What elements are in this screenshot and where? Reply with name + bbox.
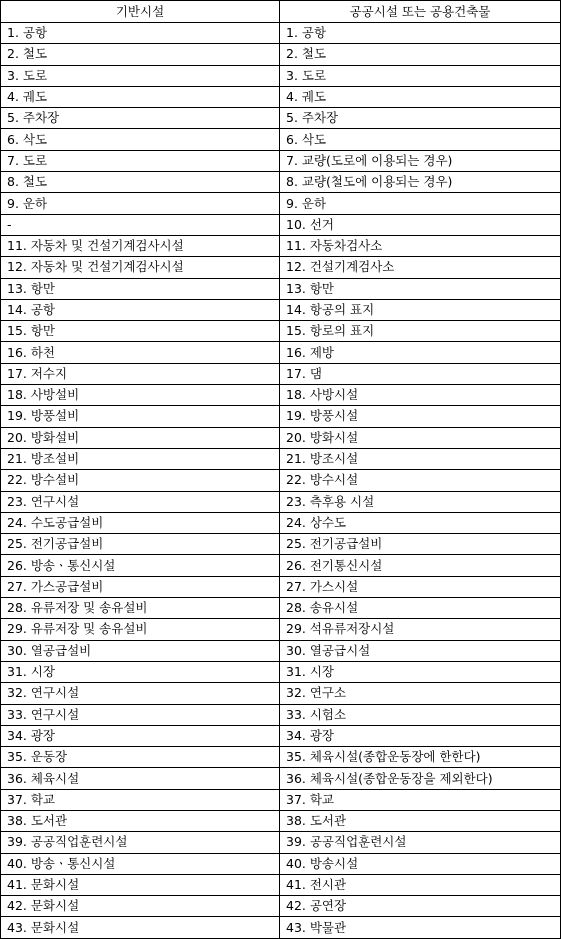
table-header: [1, 1, 561, 23]
table-row: [1, 86, 561, 107]
public-facility-cell: 29. 석유류저장시설: [280, 619, 561, 640]
public-facility-cell: 39. 공공직업훈련시설: [280, 832, 561, 853]
public-facility-cell: 7. 교량(도로에 이용되는 경우): [280, 150, 561, 171]
table-row: [1, 640, 561, 661]
infrastructure-cell: 29. 유류저장 및 송유설비: [1, 619, 280, 640]
table-row: [1, 576, 561, 597]
infrastructure-cell: 21. 방조설비: [1, 448, 280, 469]
public-facility-cell: 20. 방화시설: [280, 427, 561, 448]
infrastructure-cell: 3. 도로: [1, 65, 280, 86]
public-facility-cell: 11. 자동차검사소: [280, 235, 561, 256]
table-row: [1, 704, 561, 725]
public-facility-cell: 28. 송유시설: [280, 598, 561, 619]
infrastructure-cell: 35. 운동장: [1, 747, 280, 768]
public-facility-cell: 3. 도로: [280, 65, 561, 86]
public-facility-cell: 40. 방송시설: [280, 853, 561, 874]
table-row: [1, 768, 561, 789]
table-body: [1, 23, 561, 939]
table-row: [1, 810, 561, 831]
table-row: [1, 385, 561, 406]
public-facility-cell: 4. 궤도: [280, 86, 561, 107]
public-facility-cell: 8. 교량(철도에 이용되는 경우): [280, 172, 561, 193]
infrastructure-cell: 8. 철도: [1, 172, 280, 193]
infrastructure-cell: 22. 방수설비: [1, 470, 280, 491]
table-row: [1, 44, 561, 65]
infrastructure-cell: 1. 공항: [1, 23, 280, 44]
infrastructure-cell: 36. 체육시설: [1, 768, 280, 789]
public-facility-cell: 41. 전시관: [280, 874, 561, 895]
table-row: [1, 108, 561, 129]
infrastructure-cell: 14. 공항: [1, 299, 280, 320]
infrastructure-cell: 43. 문화시설: [1, 917, 280, 938]
infrastructure-cell: 2. 철도: [1, 44, 280, 65]
table-row: [1, 853, 561, 874]
public-facility-cell: 27. 가스시설: [280, 576, 561, 597]
infrastructure-cell: 7. 도로: [1, 150, 280, 171]
infrastructure-cell: 25. 전기공급설비: [1, 534, 280, 555]
table-row: [1, 235, 561, 256]
infrastructure-cell: 6. 삭도: [1, 129, 280, 150]
infrastructure-cell: 26. 방송ㆍ통신시설: [1, 555, 280, 576]
public-facility-cell: 13. 항만: [280, 278, 561, 299]
table-row: [1, 214, 561, 235]
table-row: [1, 363, 561, 384]
table-row: [1, 917, 561, 938]
public-facility-cell: 22. 방수시설: [280, 470, 561, 491]
infrastructure-cell: 5. 주차장: [1, 108, 280, 129]
table-row: [1, 661, 561, 682]
infrastructure-cell: 11. 자동차 및 건설기계검사시설: [1, 235, 280, 256]
public-facility-cell: 43. 박물관: [280, 917, 561, 938]
public-facility-cell: 34. 광장: [280, 725, 561, 746]
table-row: [1, 598, 561, 619]
infrastructure-cell: 33. 연구시설: [1, 704, 280, 725]
table-row: [1, 491, 561, 512]
table-row: [1, 832, 561, 853]
public-facility-cell: 10. 선거: [280, 214, 561, 235]
table-row: [1, 747, 561, 768]
infrastructure-cell: 16. 하천: [1, 342, 280, 363]
table-row: [1, 172, 561, 193]
table-row: [1, 129, 561, 150]
table-row: [1, 470, 561, 491]
infrastructure-cell: 41. 문화시설: [1, 874, 280, 895]
table-row: [1, 193, 561, 214]
table-row: [1, 874, 561, 895]
public-facility-cell: 30. 열공급시설: [280, 640, 561, 661]
infrastructure-cell: 27. 가스공급설비: [1, 576, 280, 597]
public-facility-cell: 18. 사방시설: [280, 385, 561, 406]
public-facility-cell: 5. 주차장: [280, 108, 561, 129]
infrastructure-cell: 18. 사방설비: [1, 385, 280, 406]
infrastructure-cell: 9. 운하: [1, 193, 280, 214]
infrastructure-cell: 17. 저수지: [1, 363, 280, 384]
public-facility-cell: 42. 공연장: [280, 896, 561, 917]
table-row: [1, 150, 561, 171]
infrastructure-cell: 38. 도서관: [1, 810, 280, 831]
public-facility-cell: 1. 공항: [280, 23, 561, 44]
public-facility-cell: 2. 철도: [280, 44, 561, 65]
infrastructure-cell: 40. 방송ㆍ통신시설: [1, 853, 280, 874]
header-row: [1, 1, 561, 23]
public-facility-cell: 35. 체육시설(종합운동장에 한한다): [280, 747, 561, 768]
public-facility-cell: 16. 제방: [280, 342, 561, 363]
public-facility-cell: 32. 연구소: [280, 683, 561, 704]
table-row: [1, 534, 561, 555]
infrastructure-cell: 37. 학교: [1, 789, 280, 810]
table-row: [1, 23, 561, 44]
table-row: [1, 555, 561, 576]
table-row: [1, 896, 561, 917]
public-facility-cell: 38. 도서관: [280, 810, 561, 831]
infrastructure-cell: 32. 연구시설: [1, 683, 280, 704]
table-row: [1, 65, 561, 86]
public-facility-cell: 36. 체육시설(종합운동장을 제외한다): [280, 768, 561, 789]
table-row: [1, 299, 561, 320]
infrastructure-cell: 34. 광장: [1, 725, 280, 746]
public-facility-cell: 14. 항공의 표지: [280, 299, 561, 320]
table-row: [1, 321, 561, 342]
table-row: [1, 619, 561, 640]
public-facility-cell: 9. 운하: [280, 193, 561, 214]
public-facility-cell: 37. 학교: [280, 789, 561, 810]
infrastructure-cell: 28. 유류저장 및 송유설비: [1, 598, 280, 619]
infrastructure-cell: 31. 시장: [1, 661, 280, 682]
infrastructure-cell: 4. 궤도: [1, 86, 280, 107]
public-facility-cell: 25. 전기공급설비: [280, 534, 561, 555]
public-facility-cell: 17. 댐: [280, 363, 561, 384]
table-row: [1, 725, 561, 746]
table-row: [1, 278, 561, 299]
infrastructure-cell: 42. 문화시설: [1, 896, 280, 917]
table-row: [1, 683, 561, 704]
public-facility-cell: 12. 건설기계검사소: [280, 257, 561, 278]
infrastructure-cell: 30. 열공급설비: [1, 640, 280, 661]
infrastructure-cell: -: [1, 214, 280, 235]
table-row: [1, 427, 561, 448]
infrastructure-cell: 13. 항만: [1, 278, 280, 299]
infrastructure-cell: 15. 항만: [1, 321, 280, 342]
infrastructure-cell: 24. 수도공급설비: [1, 512, 280, 533]
header-public-facility: 공공시설 또는 공용건축물: [280, 1, 561, 23]
public-facility-cell: 26. 전기통신시설: [280, 555, 561, 576]
public-facility-cell: 21. 방조시설: [280, 448, 561, 469]
infrastructure-cell: 39. 공공직업훈련시설: [1, 832, 280, 853]
infrastructure-cell: 20. 방화설비: [1, 427, 280, 448]
table-row: [1, 342, 561, 363]
public-facility-cell: 15. 항로의 표지: [280, 321, 561, 342]
public-facility-cell: 33. 시험소: [280, 704, 561, 725]
table-row: [1, 406, 561, 427]
infrastructure-cell: 23. 연구시설: [1, 491, 280, 512]
infrastructure-cell: 19. 방풍설비: [1, 406, 280, 427]
table-row: [1, 448, 561, 469]
public-facility-cell: 6. 삭도: [280, 129, 561, 150]
table-row: [1, 257, 561, 278]
public-facility-cell: 19. 방풍시설: [280, 406, 561, 427]
public-facility-cell: 24. 상수도: [280, 512, 561, 533]
infrastructure-cell: 12. 자동차 및 건설기계검사시설: [1, 257, 280, 278]
table-row: [1, 512, 561, 533]
public-facility-cell: 23. 측후용 시설: [280, 491, 561, 512]
table-row: [1, 789, 561, 810]
header-infrastructure: 기반시설: [1, 1, 280, 23]
public-facility-cell: 31. 시장: [280, 661, 561, 682]
